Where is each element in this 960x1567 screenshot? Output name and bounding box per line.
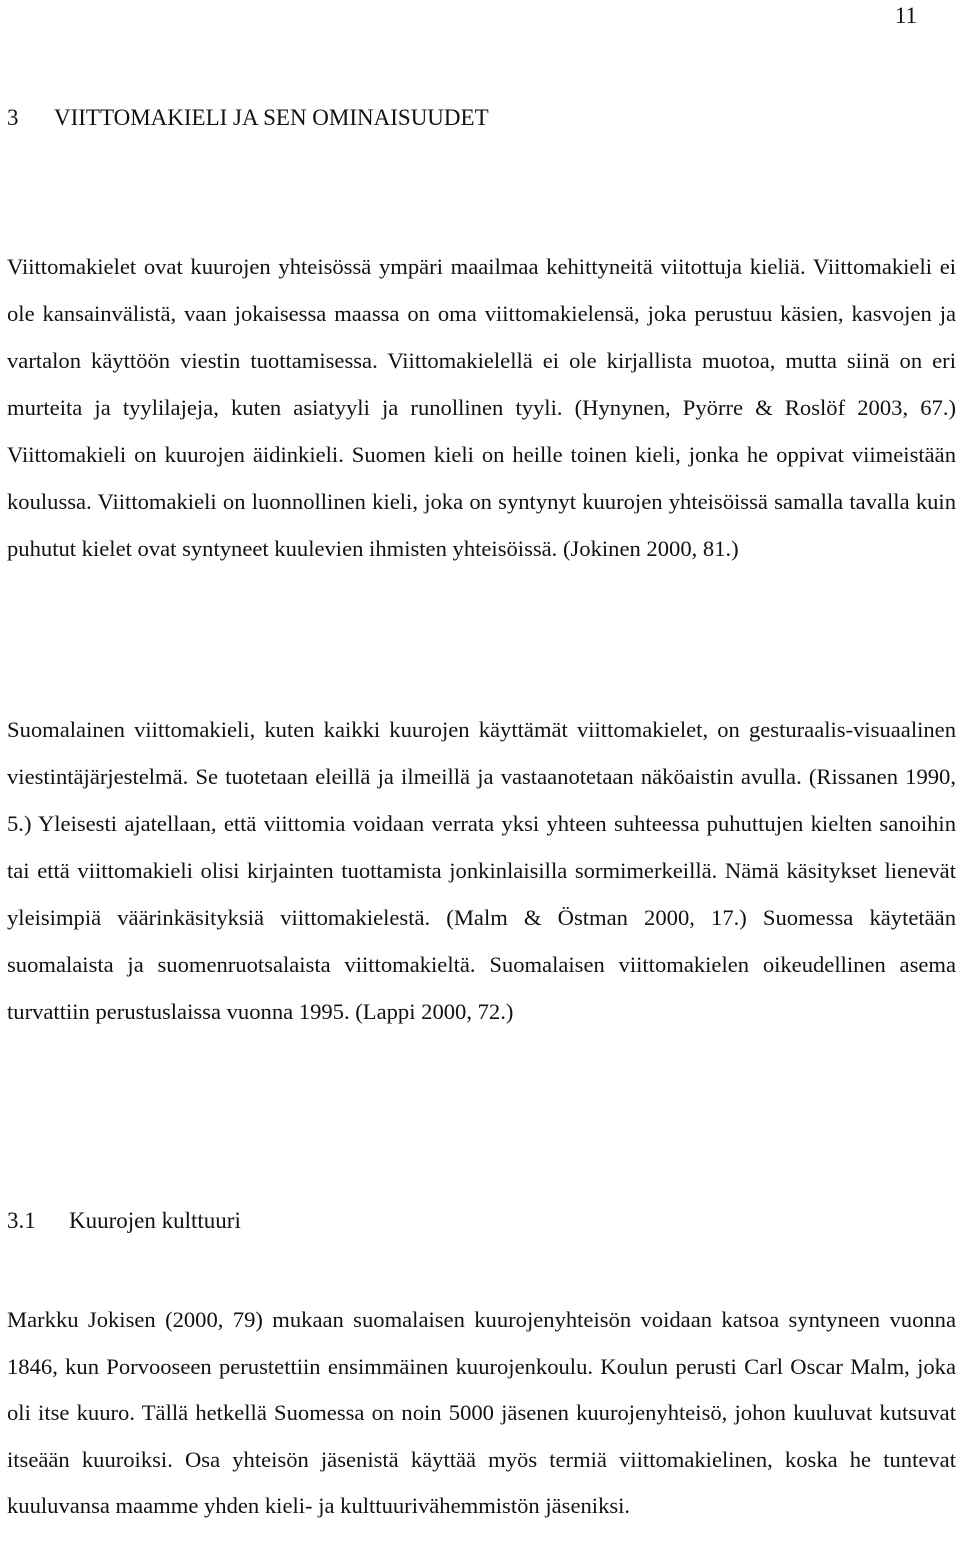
body-paragraph: Suomalainen viittomakieli, kuten kaikki kuurojen käyttämät viittomakielet, on gesturaalis-visuaalinen viestintäjärjestelmä. Se tuotetaan eleillä ja ilmeillä ja vastaanotetaan näköaistin avulla. (Rissanen 1990, 5.) Yleisesti ajatellaan, että viittomia voidaan verrata yksi yhteen suhteessa puhuttujen kielten sanoihin tai että viittomakieli olisi kirjainten tuottamista jonkinlaisilla sormimerkeillä. Nämä käsitykset lienevät yleisimpiä väärinkäsityksiä viittomakielestä. (Malm & Östman 2000, 17.) Suomessa käytetään suomalaista ja suomenruotsalaista viittomakieltä. Suomalaisen viittomakielen oikeudellinen asema turvattiin perustuslaissa vuonna 1995. (Lappi 2000, 72.) xyxy=(7,717,956,1024)
body-paragraph: Viittomakielet ovat kuurojen yhteisössä ympäri maailmaa kehittyneitä viitottuja kieliä. Viittomakieli ei ole kansainvälistä, vaan jokaisessa maassa on oma viittomakielensä, joka perustuu käsien, kasvojen ja vartalon käyttöön viestin tuottamisessa. Viittomakielellä ei ole kirjallista muotoa, mutta siinä on eri murteita ja tyylilajeja, kuten asiatyyli ja runollinen tyyli. (Hynynen, Pyörre & Roslöf 2003, 67.) Viittomakieli on kuurojen äidinkieli. Suomen kieli on heille toinen kieli, jonka he oppivat viimeistään koulussa. Viittomakieli on luonnollinen kieli, joka on syntynyt kuurojen yhteisöissä samalla tavalla kuin puhutut kielet ovat syntyneet kuulevien ihmisten yhteisöissä. (Jokinen 2000, 81.) xyxy=(7,254,956,561)
subsection-title: Kuurojen kulttuuri xyxy=(69,1208,241,1233)
subsection-heading xyxy=(7,1207,241,1235)
section-heading xyxy=(7,104,489,132)
section-number: 3 xyxy=(7,105,19,130)
subsection-number: 3.1 xyxy=(7,1208,36,1233)
section-title: VIITTOMAKIELI JA SEN OMINAISUUDET xyxy=(54,105,489,130)
body-paragraph: Markku Jokisen (2000, 79) mukaan suomalaisen kuurojenyhteisön voidaan katsoa syntyneen vuonna 1846, kun Porvooseen perustettiin ensimmäinen kuurojenkoulu. Koulun perusti Carl Oscar Malm, joka oli itse kuuro. Tällä hetkellä Suomessa on noin 5000 jäsenen kuurojenyhteisö, johon kuuluvat kutsuvat itseään kuuroiksi. Osa yhteisön jäsenistä käyttää myös termiä viittomakielinen, koska he tuntevat kuuluvansa maamme yhden kieli- ja kulttuurivähemmistön jäseniksi. xyxy=(7,1307,956,1518)
page-number: 11 xyxy=(894,3,917,28)
